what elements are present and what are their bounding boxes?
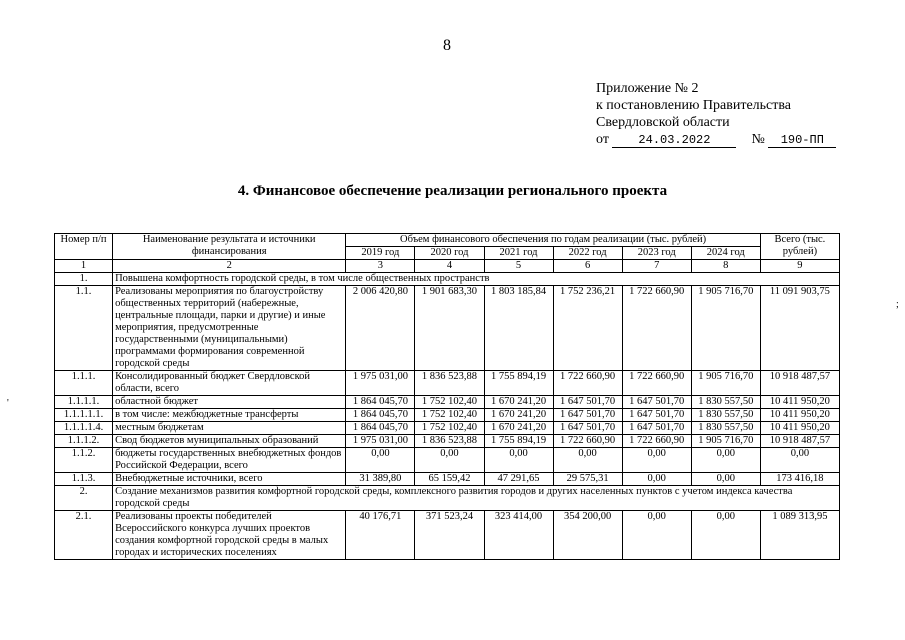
row-total-value: 10 411 950,20 [760,409,839,422]
row-year-value: 1 755 894,19 [484,435,553,448]
section-title: 4. Финансовое обеспечение реализации регионального проекта [237,183,668,199]
section-text: Создание механизмов развития комфортной городской среды, комплексного развития городов и других населенных пунктов с учетом индекса качества городской среды [113,486,840,511]
financing-table [54,233,840,560]
row-year-value: 1 752 102,40 [415,396,484,409]
row-year-value: 1 670 241,20 [484,422,553,435]
row-number: 1.1.1.1. [55,396,113,409]
row-number: 1.1.1.2. [55,435,113,448]
section-row [55,273,840,286]
header-row [55,234,840,247]
row-year-value: 1 905 716,70 [691,286,760,371]
table-row [55,422,840,435]
row-year-value: 1 836 523,88 [415,371,484,396]
header-year: 2024 год [691,247,760,260]
row-year-value: 1 864 045,70 [346,409,415,422]
row-year-value: 0,00 [622,511,691,560]
page-number: 8 [443,37,451,54]
row-year-value: 1 670 241,20 [484,396,553,409]
row-number: 1. [55,273,113,286]
column-number: 6 [553,260,622,273]
header-name: Наименование результата и источники финансирования [113,234,346,260]
row-year-value: 1 864 045,70 [346,422,415,435]
row-year-value: 31 389,80 [346,473,415,486]
row-year-value: 354 200,00 [553,511,622,560]
row-total-value: 0,00 [760,448,839,473]
row-year-value: 0,00 [484,448,553,473]
row-year-value: 0,00 [346,448,415,473]
column-number: 8 [691,260,760,273]
row-year-value: 1 647 501,70 [553,396,622,409]
row-year-value: 1 647 501,70 [622,409,691,422]
row-name: местным бюджетам [113,422,346,435]
column-number: 3 [346,260,415,273]
column-number: 1 [55,260,113,273]
row-total-value: 10 918 487,57 [760,435,839,448]
row-year-value: 1 836 523,88 [415,435,484,448]
column-number: 2 [113,260,346,273]
row-name: бюджеты государственных внебюджетных фондов Российской Федерации, всего [113,448,346,473]
row-year-value: 1 905 716,70 [691,371,760,396]
row-year-value: 1 722 660,90 [622,435,691,448]
row-year-value: 1 830 557,50 [691,422,760,435]
header-year: 2021 год [484,247,553,260]
header-year: 2022 год [553,247,622,260]
header-total: Всего (тыс. рублей) [760,234,839,260]
row-year-value: 47 291,65 [484,473,553,486]
row-year-value: 1 647 501,70 [622,396,691,409]
resolution-date: 24.03.2022 [612,134,736,148]
row-name: Консолидированный бюджет Свердловской области, всего [113,371,346,396]
row-year-value: 371 523,24 [415,511,484,560]
header-year: 2020 год [415,247,484,260]
row-year-value: 29 575,31 [553,473,622,486]
row-year-value: 1 722 660,90 [553,371,622,396]
row-name: Свод бюджетов муниципальных образований [113,435,346,448]
appendix-line-3: Свердловской области [596,115,730,130]
table-row [55,371,840,396]
row-year-value: 323 414,00 [484,511,553,560]
row-year-value: 1 755 894,19 [484,371,553,396]
appendix-line-2: к постановлению Правительства [596,98,792,113]
column-number: 5 [484,260,553,273]
row-year-value: 1 647 501,70 [553,409,622,422]
row-total-value: 11 091 903,75 [760,286,839,371]
section-text: Повышена комфортность городской среды, в том числе общественных пространств [113,273,840,286]
row-number: 1.1.1.1.4. [55,422,113,435]
row-year-value: 1 830 557,50 [691,396,760,409]
row-year-value: 1 670 241,20 [484,409,553,422]
column-numbers-row [55,260,840,273]
row-year-value: 1 752 102,40 [415,409,484,422]
header-volume: Объем финансового обеспечения по годам реализации (тыс. рублей) [346,234,760,247]
row-year-value: 1 905 716,70 [691,435,760,448]
row-year-value: 0,00 [553,448,622,473]
row-year-value: 1 647 501,70 [622,422,691,435]
row-year-value: 1 830 557,50 [691,409,760,422]
table-row [55,435,840,448]
row-number: 2. [55,486,113,511]
table-row [55,448,840,473]
row-year-value: 65 159,42 [415,473,484,486]
number-prefix: № [751,132,765,147]
row-year-value: 1 975 031,00 [346,435,415,448]
row-year-value: 0,00 [415,448,484,473]
column-number: 4 [415,260,484,273]
column-number: 7 [622,260,691,273]
header-year: 2019 год [346,247,415,260]
row-total-value: 10 918 487,57 [760,371,839,396]
row-year-value: 0,00 [622,448,691,473]
appendix-date-line [596,131,836,148]
row-total-value: 173 416,18 [760,473,839,486]
row-year-value: 1 647 501,70 [553,422,622,435]
date-prefix: от [596,132,609,147]
row-name: Внебюджетные источники, всего [113,473,346,486]
row-year-value: 1 722 660,90 [553,435,622,448]
row-total-value: 10 411 950,20 [760,396,839,409]
row-year-value: 40 176,71 [346,511,415,560]
resolution-number: 190-ПП [768,134,836,148]
header-year: 2023 год [622,247,691,260]
row-year-value: 1 722 660,90 [622,286,691,371]
scan-mark: ; [896,299,899,310]
row-name: областной бюджет [113,396,346,409]
row-year-value: 1 722 660,90 [622,371,691,396]
row-number: 2.1. [55,511,113,560]
table-row [55,473,840,486]
row-name: в том числе: межбюджетные трансферты [113,409,346,422]
row-year-value: 1 752 236,21 [553,286,622,371]
row-year-value: 2 006 420,80 [346,286,415,371]
row-year-value: 0,00 [622,473,691,486]
row-total-value: 1 089 313,95 [760,511,839,560]
row-year-value: 1 975 031,00 [346,371,415,396]
header-number: Номер п/п [55,234,113,260]
row-number: 1.1.3. [55,473,113,486]
row-year-value: 1 864 045,70 [346,396,415,409]
row-number: 1.1.2. [55,448,113,473]
row-total-value: 10 411 950,20 [760,422,839,435]
row-name: Реализованы проекты победителей Всероссийского конкурса лучших проектов создания комфортной городской среды в малых городах и исторических поселениях [113,511,346,560]
column-number: 9 [760,260,839,273]
section-row [55,486,840,511]
row-year-value: 0,00 [691,473,760,486]
table-row [55,409,840,422]
row-number: 1.1.1.1.1. [55,409,113,422]
table-row [55,511,840,560]
row-number: 1.1.1. [55,371,113,396]
row-number: 1.1. [55,286,113,371]
row-year-value: 1 901 683,30 [415,286,484,371]
row-year-value: 1 803 185,84 [484,286,553,371]
row-year-value: 0,00 [691,511,760,560]
row-name: Реализованы мероприятия по благоустройству общественных территорий (набережные, центральные площади, парки и другие) и иные мероприятия, предусмотренные государственными (муниципальными) программами формирования современной городской среды [113,286,346,371]
appendix-block [596,80,836,148]
row-year-value: 0,00 [691,448,760,473]
table-row [55,286,840,371]
table-row [55,396,840,409]
row-year-value: 1 752 102,40 [415,422,484,435]
appendix-line-1: Приложение № 2 [596,81,699,96]
scan-mark: ' [7,398,9,409]
